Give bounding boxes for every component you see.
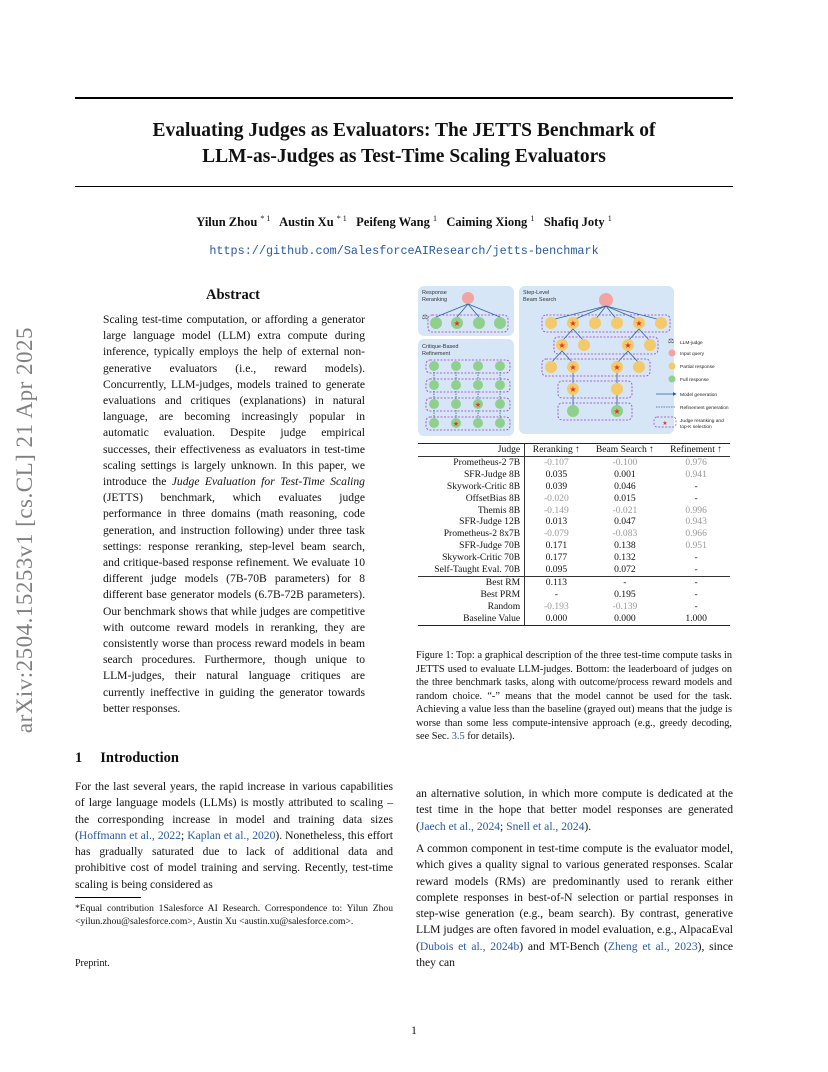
beam-label-1: Step-Level — [523, 290, 550, 296]
score-cell: 0.195 — [614, 588, 636, 600]
legend-partial-response: Partial response — [680, 365, 715, 370]
beam-label-2: Beam Search — [523, 297, 557, 303]
svg-text:★: ★ — [635, 319, 643, 328]
score-cell: -0.193 — [543, 600, 569, 612]
citation-link[interactable]: Dubois et al., 2024b — [419, 939, 520, 953]
score-cell: 0.000 — [588, 613, 663, 625]
score-cell: - — [554, 588, 558, 600]
table-row — [418, 540, 730, 552]
judge-name-cell: Self-Taught Eval. 70B — [418, 564, 525, 576]
score-cell: - — [694, 588, 698, 600]
footnote: *Equal contribution 1Salesforce AI Research. Correspondence to: Yilun Zhou <yilun.zhou@salesforce.com>, Austin Xu <austin.xu@salesforce.com>. — [75, 903, 393, 927]
score-cell: 0.072 — [614, 564, 636, 576]
score-cell: 0.132 — [614, 552, 636, 564]
star-icon: ★ — [662, 421, 668, 427]
title-line-1: Evaluating Judges as Evaluators: The JETTS Benchmark of — [152, 120, 656, 141]
citation-link[interactable]: Zheng et al., 2023 — [607, 939, 698, 953]
repo-link[interactable]: https://github.com/SalesforceAIResearch/jetts-benchmark — [209, 244, 599, 258]
table-row — [418, 481, 730, 493]
table-row — [418, 469, 730, 481]
judge-name-cell: Prometheus-2 7B — [418, 456, 525, 468]
title-line-2: LLM-as-Judges as Test-Time Scaling Evaluators — [202, 146, 606, 167]
score-cell: 0.941 — [685, 468, 707, 480]
section-heading-introduction: 1 Introduction — [75, 750, 179, 766]
author-3: Peifeng Wang $^1$ — [356, 214, 438, 230]
svg-text:★: ★ — [474, 401, 482, 409]
score-cell: 1.000 — [662, 613, 730, 625]
legend-refinement-generation: Refinement generation — [680, 406, 729, 411]
score-cell: 0.035 — [545, 468, 568, 480]
paper-title — [75, 118, 733, 170]
score-cell: 0.996 — [685, 504, 707, 516]
score-cell: -0.083 — [612, 528, 638, 540]
baseline-name-cell: Random — [418, 601, 525, 613]
score-cell: 0.039 — [545, 480, 568, 492]
svg-text:★: ★ — [569, 385, 577, 394]
score-cell: 0.113 — [525, 576, 588, 588]
citation-link[interactable]: Hoffmann et al., 2022 — [78, 828, 182, 842]
legend-llm-judge: LLM-judge — [680, 341, 703, 346]
svg-text:⚖: ⚖ — [421, 313, 429, 321]
top-rule — [75, 97, 733, 99]
author-list — [75, 214, 733, 230]
legend-full-response: Full response — [680, 378, 709, 383]
score-cell: - — [694, 492, 698, 504]
score-cell: 0.001 — [614, 468, 636, 480]
score-cell: 0.951 — [685, 540, 707, 552]
svg-text:★: ★ — [569, 319, 577, 328]
score-cell: 0.000 — [525, 613, 588, 625]
abstract-body: Scaling test-time computation, or affording a generator large language model (LLM) extra compute during inference, typically employs the help of external non-generative evaluators (i.e., reward models). Concurrently, LLM-judges, models trained to generate evaluations and critiques (explanations) in natural language, are becoming increasingly popular in automatic evaluation. Despite judge empirical successes, their effectiveness as evaluators in test-time scaling settings is largely unknown. In this paper, we introduce the Judge Evaluation for Test-Time Scaling (JETTS) benchmark, which evaluates judge performance in three domains (math reasoning, code generation, and instruction following) under three task settings: response reranking, step-level beam search, and critique-based response refinement. We evaluate 10 different judge models (7B-70B parameters) for 8 different base generator models (6.7B-72B parameters). Our benchmark shows that while judges are competitive with outcome reward models in reranking, they are consistently worse than process reward models in beam search procedures. Furthermore, though unique to LLM-judges, their natural language critiques are currently ineffective in guiding the generator towards better responses. — [103, 313, 365, 715]
score-cell: 0.015 — [614, 492, 636, 504]
preprint-note: Preprint. — [75, 958, 110, 969]
author-4: Caiming Xiong $^1$ — [446, 214, 535, 230]
table-row — [418, 564, 730, 576]
judge-name-cell: OffsetBias 8B — [418, 493, 525, 505]
refine-label-1: Critique-Based — [422, 344, 459, 350]
judge-name-cell: Prometheus-2 8x7B — [418, 528, 525, 540]
table-row — [418, 505, 730, 517]
legend-swatch-query — [669, 350, 676, 357]
rerank-label-2: Reranking — [422, 297, 448, 303]
figure-diagram — [418, 286, 732, 438]
leaderboard-table — [418, 443, 730, 626]
judge-name-cell: Skywork-Critic 8B — [418, 481, 525, 493]
citation-link[interactable]: Jaech et al., 2024 — [419, 819, 501, 833]
legend-input-query: Input query — [680, 352, 705, 357]
score-cell: - — [694, 480, 698, 492]
judge-icon: ⚖ — [667, 338, 675, 345]
author-1: Yilun Zhou $^{* 1}$ — [196, 214, 271, 230]
citation-link[interactable]: Kaplan et al., 2020 — [187, 828, 276, 842]
intro-left-column: For the last several years, the rapid increase in various capabilities of large language models (LLMs) is mostly attributed to scaling – the corresponding increase in model and training data sizes (Hoffmann et al., 2022; Kaplan et al., 2020). Nonetheless, this effort has gradually saturated due to lack of additional data and prohibitive cost of model training and serving. Recently, test-time scaling is being considered as — [75, 780, 393, 891]
score-cell: 0.046 — [614, 480, 636, 492]
figure-caption: Figure 1: Top: a graphical description of the three test-time compute tasks in JETTS used to evaluate LLM-judges. Bottom: the leaderboard of judges on the three benchmark tasks, along with outcome/process reward models and random choice. “-” means that the model cannot be used for the task. Achieving a value less than the baseline (grayed out) means that the judge is worse than some less compute-intensive approach (e.g., greedy decoding, see Sec. 3.5 for details). — [416, 650, 732, 742]
legend-judge-rerank-1: Judge reranking and — [680, 419, 724, 424]
table-row — [418, 552, 730, 564]
baseline-name-cell: Best RM — [418, 576, 525, 588]
score-cell: - — [662, 576, 730, 588]
svg-text:★: ★ — [613, 363, 621, 372]
footnote-rule — [75, 897, 141, 898]
legend-judge-rerank-2: top-K selection — [680, 425, 712, 430]
score-cell: - — [694, 564, 698, 576]
baseline-row — [418, 576, 730, 588]
score-cell: 0.943 — [685, 516, 707, 528]
score-cell: 0.177 — [545, 552, 568, 564]
svg-text:★: ★ — [453, 319, 461, 328]
citation-link[interactable]: Snell et al., 2024 — [506, 819, 585, 833]
score-cell: -0.139 — [612, 600, 638, 612]
score-cell: -0.107 — [543, 456, 569, 468]
baseline-name-cell: Baseline Value — [418, 613, 525, 625]
table-header-row — [418, 444, 730, 457]
table-row — [418, 493, 730, 505]
svg-text:★: ★ — [452, 420, 460, 428]
intro-right-column-p2: A common component in test-time compute is the evaluator model, which gives a quality signal to various generated responses. Scalar reward models (RMs) are predominantly used to rerank either complete responses in best-of-N selection or partial responses in step-wise generation (e.g., beam search). By contrast, generative LLM judges are often favored in model evaluation, e.g., AlpacaEval (Dubois et al., 2024b) and MT-Bench (Zheng et al., 2023), since they can — [416, 842, 733, 970]
page-number: 1 — [411, 1025, 417, 1037]
judge-name-cell: SFR-Judge 70B — [418, 540, 525, 552]
judge-name-cell: Themis 8B — [418, 505, 525, 517]
legend-swatch-full — [669, 376, 676, 383]
svg-text:★: ★ — [624, 341, 632, 350]
refine-label-2: Refinement — [422, 351, 451, 357]
svg-text:★: ★ — [569, 363, 577, 372]
rerank-label-1: Response — [422, 290, 447, 296]
header-judge: Judge — [418, 444, 525, 457]
author-5: Shafiq Joty $^1$ — [543, 214, 612, 230]
table-row — [418, 516, 730, 528]
title-bottom-rule — [75, 186, 733, 187]
score-cell: -0.021 — [612, 504, 638, 516]
header-refinement: Refinement ↑ — [662, 444, 730, 457]
intro-right-column-p1: an alternative solution, in which more compute is dedicated at the test time in the hope that better model responses are generated (Jaech et al., 2024; Snell et al., 2024). — [416, 787, 733, 833]
header-beam-search: Beam Search ↑ — [588, 444, 663, 457]
baseline-row — [418, 613, 730, 625]
judge-name-cell: Skywork-Critic 70B — [418, 552, 525, 564]
score-cell: -0.079 — [543, 528, 569, 540]
score-cell: 0.138 — [614, 540, 636, 552]
judge-name-cell: SFR-Judge 8B — [418, 469, 525, 481]
header-reranking: Reranking ↑ — [525, 444, 588, 457]
baseline-name-cell: Best PRM — [418, 589, 525, 601]
score-cell: 0.171 — [545, 540, 568, 552]
score-cell: 0.966 — [685, 528, 707, 540]
abstract-heading: Abstract — [206, 287, 260, 303]
score-cell: 0.047 — [614, 516, 636, 528]
score-cell: - — [694, 600, 698, 612]
baseline-row — [418, 589, 730, 601]
baseline-row — [418, 601, 730, 613]
legend-model-generation: Model generation — [680, 393, 718, 398]
author-2: Austin Xu $^{* 1}$ — [279, 214, 347, 230]
table-row — [418, 456, 730, 468]
legend-swatch-partial — [669, 363, 676, 370]
score-cell: -0.100 — [612, 456, 638, 468]
judge-name-cell: SFR-Judge 12B — [418, 516, 525, 528]
score-cell: -0.149 — [543, 504, 569, 516]
svg-text:★: ★ — [558, 341, 566, 350]
score-cell: 0.095 — [545, 564, 568, 576]
score-cell: - — [694, 552, 698, 564]
table-row — [418, 528, 730, 540]
score-cell: 0.976 — [685, 456, 707, 468]
section-ref-link[interactable]: 3.5 — [451, 731, 465, 742]
svg-text:★: ★ — [613, 407, 621, 416]
score-cell: -0.020 — [543, 492, 569, 504]
arxiv-side-stamp: arXiv:2504.15253v1 [cs.CL] 21 Apr 2025 — [12, 326, 37, 734]
score-cell: 0.013 — [545, 516, 568, 528]
score-cell: - — [588, 576, 663, 588]
